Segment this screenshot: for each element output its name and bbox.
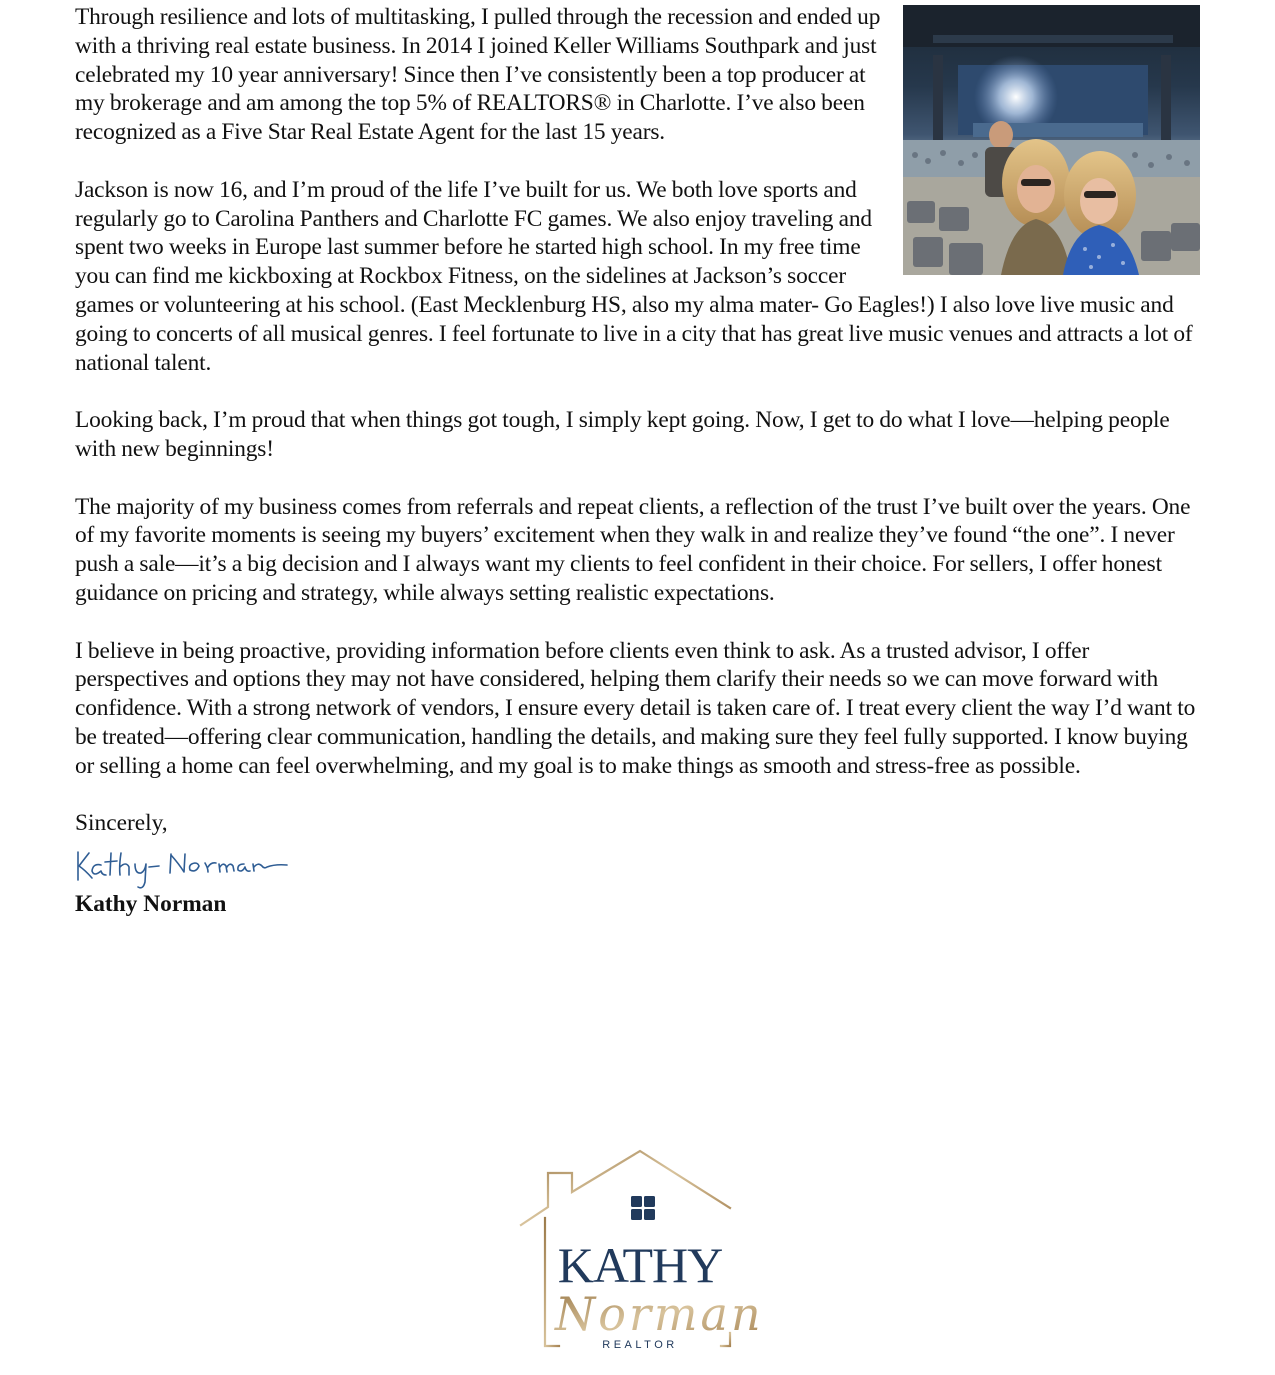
closing: Sincerely, [75, 810, 168, 837]
paragraph-recession: Through resilience and lots of multitasking, I pulled through the recession and ended up with a thriving real estate business. In 2014 I joined Keller Williams Southpark and just celebrated my 10 year anniversary! Since then I’ve consistently been a top producer at my brokerage and am among the top 5% of REALTORS® in Charlotte. I’ve also been recognized as a Five Star Real Estate Agent for the last 15 years. [75, 4, 881, 146]
logo-first-name: KATHY [557, 1237, 723, 1293]
paragraph-looking-back: Looking back, I’m proud that when things got tough, I simply kept going. Now, I get to do what I love—helping people with new beginnings! [75, 407, 1170, 462]
paragraph-business: The majority of my business comes from referrals and repeat clients, a reflection of the trust I’ve built over the years. One of my favorite moments is seeing my buyers’ excitement when they walk in and realize they’ve found “the one”. I never push a sale—it’s a big decision and I always want my clients to feel confident in their choice. For sellers, I offer honest guidance on pricing and strategy, while always setting realistic expectations. [75, 493, 1191, 606]
logo-title: REALTOR [602, 1339, 678, 1351]
window-icon [631, 1196, 655, 1220]
paragraph-proactive: I believe in being proactive, providing information before clients even think to ask. As a trusted advisor, I offer perspectives and options they may not have considered, helping them clarify their needs so we can move forward with confidence. With a strong network of vendors, I ensure every detail is taken care of. I treat every client the way I’d want to be treated—offering clear communication, handling the details, and making sure they feel fully supported. I know buying or selling a home can feel overwhelming, and my goal is to make things as smooth and stress-free as possible. [75, 637, 1196, 779]
paragraph-family: Jackson is now 16, and I’m proud of the life I’ve built for us. We both love sports and regularly go to Carolina Panthers and Charlotte FC games. We also enjoy traveling and spent two weeks in Europe last summer before he started high school. In my free time you can find me kickboxing at Rockbox Fitness, on the sidelines at Jackson’s soccer games or volunteering at his school. (East Mecklenburg HS, also my alma mater- Go Eagles!) I also love live music and going to concerts of all musical genres. I feel fortunate to live in a city that has great live music venues and attracts a lot of national talent. [75, 176, 1193, 376]
logo-last-name: Norman [555, 1287, 764, 1341]
concert-photo [903, 5, 1200, 275]
letter-body [75, 3, 1200, 919]
signer-name: Kathy Norman [75, 891, 227, 918]
handwritten-signature [75, 844, 290, 890]
kathy-norman-logo [515, 1148, 765, 1358]
